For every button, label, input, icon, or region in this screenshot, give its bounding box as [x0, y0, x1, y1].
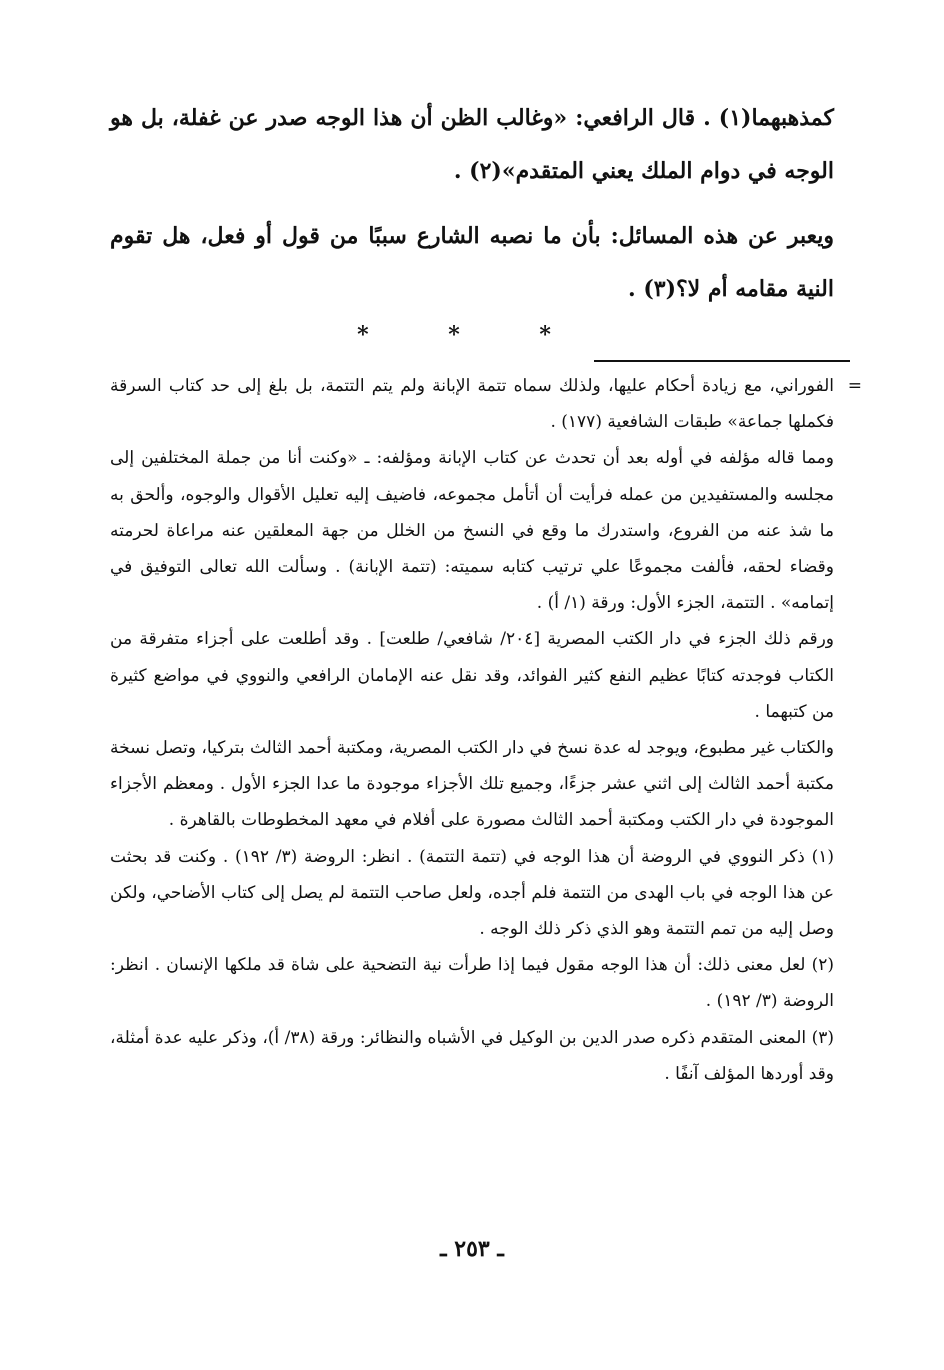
- footnote-continuation-paragraph-1: الفوراني، مع زيادة أحكام عليها، ولذلك سماه تتمة الإبانة ولم يتم التتمة، بل بلغ إلى حد كتاب السرقة فكملها جماعة» طبقات الشافعية (١٧٧) .: [110, 376, 834, 433]
- footnotes: [110, 368, 862, 1092]
- footnote-continuation-paragraph-2: ومما قاله مؤلفه في أوله بعد أن تحدث عن كتاب الإبانة ومؤلفه: ـ «وكنت أنا من جملة المختلفين إلى مجلسه والمستفيدين من عمله فرأيت أن أتأمل مجموعه، فاضيف إليه تعليل الأقوال والوجوه، وألحق به ما شذ عنه من الفروع، واستدرك ما وقع في النسخ من الخلل من جهة المعلقين عنه مراعاة لحرمته وقضاء لحقه، فألفت مجموعًا علي ترتيب كتابه سميته: (تتمة الإبانة) . وسألت الله تعالى التوفيق في إتمامه» . التتمة، الجزء الأول: ورقة (١/ أ) .: [110, 448, 834, 614]
- footnote-divider: [594, 360, 850, 362]
- main-paragraph-2: ويعبر عن هذه المسائل: بأن ما نصبه الشارع سببًا من قول أو فعل، هل تقوم النية مقامه أم لا؟(٣) .: [110, 223, 834, 302]
- footnote-continuation-paragraph-3: ورقم ذلك الجزء في دار الكتب المصرية [٢٠٤/ شافعي/ طلعت] . وقد أطلعت على أجزاء متفرقة من الكتاب فوجدته كتابًا عظيم النفع كثير الفوائد، وقد نقل عنه الإمامان الرافعي والنووي في مواضع كثيرة من كتبهما .: [110, 629, 835, 722]
- footnote-3: (٣) المعنى المتقدم ذكره صدر الدين بن الوكيل في الأشباه والنظائر: ورقة (٣٨/ أ)، وذكر عليه عدة أمثلة، وقد أوردها المؤلف آنفًا .: [110, 1027, 834, 1084]
- continuation-mark: =: [847, 376, 862, 396]
- footnote-continuation-paragraph-4: والكتاب غير مطبوع، ويوجد له عدة نسخ في دار الكتب المصرية، ومكتبة أحمد الثالث بتركيا، وتصل نسخة مكتبة أحمد الثالث إلى اثني عشر جزءًا، وجميع تلك الأجزاء موجودة ما عدا الجزء الأول . ومعظم الأجزاء الموجودة في دار الكتب ومكتبة أحمد الثالث مصورة على أفلام في معهد المخطوطات بالقاهرة .: [110, 738, 834, 831]
- footnote-2: (٢) لعل معنى ذلك: أن هذا الوجه مقول فيما إذا طرأت نية التضحية على شاة قد ملكها الإنسان . انظر: الروضة (٣/ ١٩٢) .: [110, 955, 834, 1012]
- main-paragraph-1: كمذهبهما(١) . قال الرافعي: «وغالب الظن أن هذا الوجه صدر عن غفلة، بل هو الوجه في دوام الملك يعني المتقدم»(٢) .: [110, 105, 834, 184]
- page-number: ـ ٢٥٣ ـ: [440, 1236, 504, 1262]
- main-text: [110, 92, 834, 316]
- section-separator: * * *: [357, 322, 587, 348]
- footnote-1: (١) ذكر النووي في الروضة أن هذا الوجه في (تتمة التتمة) . انظر: الروضة (٣/ ١٩٢) . وكنت قد بحثت عن هذا الوجه في باب الهدى من التتمة فلم أجده، ولعل صاحب التتمة لم يصل إلى كتاب الأضاحي، ولكن وصل إليه من تمم التتمة وهو الذي ذكر ذلك الوجه .: [110, 846, 834, 940]
- footnote-continuation: [110, 368, 862, 839]
